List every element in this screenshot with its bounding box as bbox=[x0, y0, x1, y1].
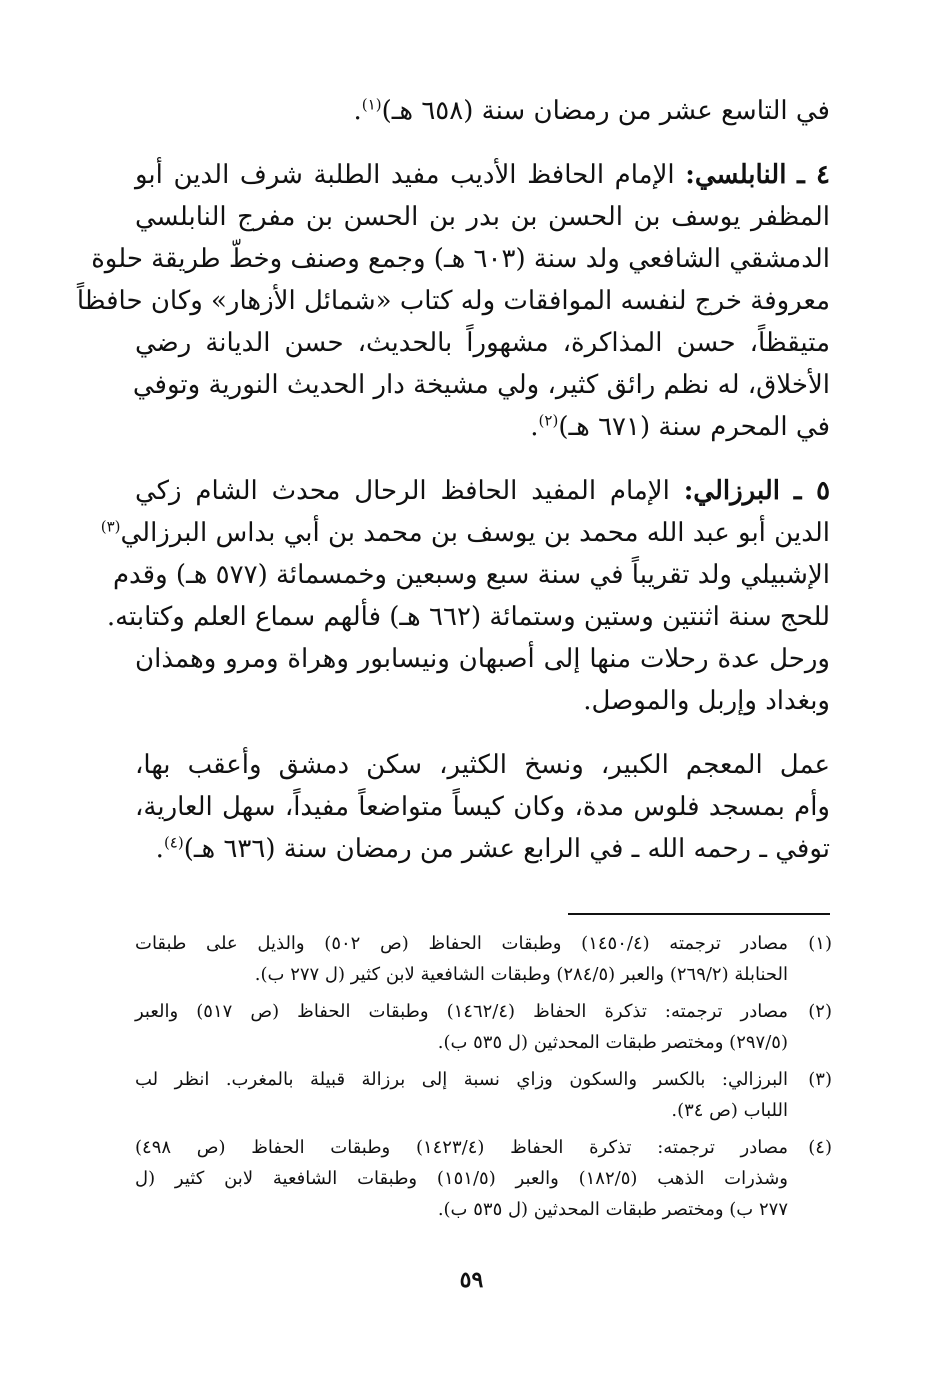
footnote-1 bbox=[135, 928, 832, 990]
line-text: الدين أبو عبد الله محمد بن يوسف بن محمد بن أبي بداس البرزالي bbox=[120, 518, 830, 548]
footnote-number: (٢) bbox=[808, 1001, 832, 1022]
footnote-text bbox=[135, 928, 788, 990]
line-text: في المحرم سنة (٦٧١ هـ) bbox=[558, 412, 830, 442]
line-end: . bbox=[530, 412, 539, 442]
text-line: متيقظاً، حسن المذاكرة، مشهوراً بالحديث، حسن الديانة رضي bbox=[135, 328, 830, 358]
footnote-number: (٣) bbox=[808, 1069, 832, 1090]
footnote-line: (٢٩٧/٥) ومختصر طبقات المحدثين (ل ٥٣٥ ب). bbox=[437, 1032, 788, 1053]
text-line: المظفر يوسف بن الحسن بن بدر بن الحسن بن مفرج النابلسي bbox=[135, 202, 830, 232]
line-text: توفي ـ رحمه الله ـ في الرابع عشر من رمضان سنة (٦٣٦ هـ) bbox=[183, 834, 830, 864]
text-line bbox=[135, 828, 830, 870]
text-line bbox=[135, 406, 830, 448]
footnote-line: مصادر ترجمته: تذكرة الحفاظ (١٤٢٣/٤) وطبقات الحفاظ (ص ٤٩٨) bbox=[135, 1137, 788, 1158]
footnote-text bbox=[135, 1064, 788, 1126]
footnote-line: ٢٧٧ ب) ومختصر طبقات المحدثين (ل ٥٣٥ ب). bbox=[437, 1199, 788, 1220]
footnote-line: وشذرات الذهب (١٨٢/٥) والعبر (١٥١/٥) وطبقات الشافعية لابن كثير (ل bbox=[135, 1168, 788, 1189]
text-line: عمل المعجم الكبير، ونسخ الكثير، سكن دمشق وأعقب بها، bbox=[135, 750, 830, 780]
paragraph-nabulsi bbox=[76, 154, 831, 448]
text-line: معروفة خرج لنفسه الموافقات وله كتاب «شمائل الأزهار» وكان حافظاً bbox=[76, 286, 830, 316]
text-line bbox=[100, 512, 830, 554]
text-line: الأخلاق، له نظم رائق كثير، ولي مشيخة دار الحديث النورية وتوفي bbox=[132, 370, 830, 400]
footnote-line: مصادر ترجمته: تذكرة الحفاظ (١٤٦٢/٤) وطبقات الحفاظ (ص ٥١٧) والعبر bbox=[135, 1001, 788, 1022]
entry-number: ٤ ـ bbox=[797, 160, 831, 190]
text-line: للحج سنة اثنتين وستين وستمائة (٦٦٢ هـ) فألهم سماع العلم وكتابته. bbox=[106, 602, 830, 632]
footnote-ref: (٤) bbox=[163, 833, 184, 852]
entry-name: النابلسي: bbox=[685, 160, 787, 190]
entry-name: البرزالي: bbox=[683, 476, 780, 506]
footnote-ref: (٢) bbox=[538, 411, 559, 430]
text-line bbox=[135, 470, 830, 512]
footnote-text bbox=[135, 996, 788, 1058]
footnote-number: (٤) bbox=[808, 1137, 832, 1158]
entry-number: ٥ ـ bbox=[793, 476, 831, 506]
line-text: الإمام الحافظ الأديب مفيد الطلبة شرف الدين أبو bbox=[135, 160, 675, 190]
footnote-4 bbox=[135, 1132, 832, 1225]
line-end: . bbox=[353, 96, 362, 126]
footnote-line: البرزالي: بالكسر والسكون وزاي نسبة إلى برزالة قبيلة بالمغرب. انظر لب bbox=[135, 1069, 788, 1090]
line-text: الإمام المفيد الحافظ الرحال محدث الشام زكي bbox=[135, 476, 670, 506]
footnote-separator bbox=[568, 913, 830, 915]
footnote-line: اللباب (ص ٣٤). bbox=[671, 1100, 788, 1121]
line-text: في التاسع عشر من رمضان سنة (٦٥٨ هـ) bbox=[381, 96, 830, 126]
footnote-3 bbox=[135, 1064, 832, 1126]
main-text bbox=[76, 90, 831, 892]
paragraph-birzali bbox=[100, 470, 831, 722]
footnote-line: الحنابلة (٢٦٩/٢) والعبر (٢٨٤/٥) وطبقات الشافعية لابن كثير (ل ٢٧٧ ب). bbox=[254, 964, 788, 985]
footnote-ref: (٣) bbox=[100, 517, 121, 536]
footnote-2 bbox=[135, 996, 832, 1058]
text-line bbox=[135, 154, 830, 196]
text-line: وأم بمسجد فلوس مدة، وكان كيساً متواضعاً مفيداً، سهل العارية، bbox=[135, 792, 830, 822]
footnote-line: مصادر ترجمته (١٤٥٠/٤) وطبقات الحفاظ (ص ٥٠٢) والذيل على طبقات bbox=[135, 933, 788, 954]
footnote-number: (١) bbox=[808, 933, 832, 954]
paragraph-1 bbox=[135, 90, 830, 132]
text-line: الإشبيلي ولد تقريباً في سنة سبع وسبعين وخمسمائة (٥٧٧ هـ) وقدم bbox=[112, 560, 830, 590]
page-number: ٥٩ bbox=[459, 1267, 484, 1293]
footnote-text bbox=[135, 1132, 788, 1225]
line-end: . bbox=[155, 834, 164, 864]
text-line: ورحل عدة رحلات منها إلى أصبهان ونيسابور وهراة ومرو وهمذان bbox=[135, 644, 830, 674]
footnotes bbox=[135, 928, 832, 1231]
text-line bbox=[135, 90, 830, 132]
footnote-ref: (١) bbox=[361, 95, 382, 114]
text-line: الدمشقي الشافعي ولد سنة (٦٠٣ هـ) وجمع وصنف وخطّ طريقة حلوة bbox=[91, 244, 830, 274]
text-line: وبغداد وإربل والموصل. bbox=[583, 686, 830, 716]
paragraph-4 bbox=[135, 744, 830, 870]
